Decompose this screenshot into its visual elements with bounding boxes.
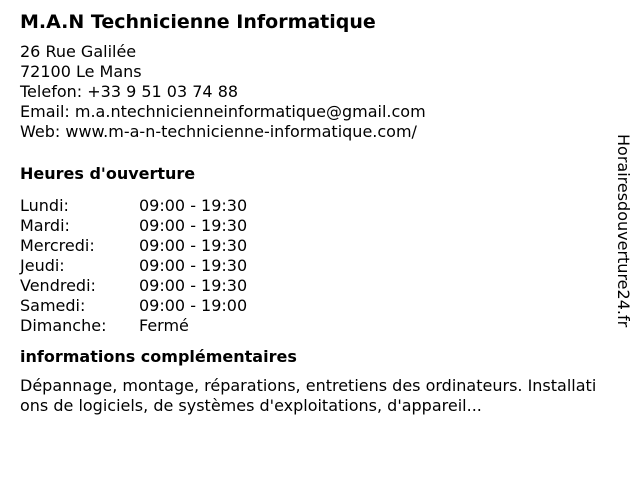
- hours-row-wednesday: [20, 236, 605, 256]
- email-line: [20, 102, 605, 122]
- business-name: M.A.N Technicienne Informatique: [20, 11, 376, 33]
- day-hours: Fermé: [139, 316, 189, 335]
- day-hours: 09:00 - 19:30: [139, 236, 248, 255]
- day-hours: 09:00 - 19:30: [139, 276, 248, 295]
- phone-number[interactable]: +33 9 51 03 74 88: [87, 82, 239, 101]
- site-watermark: Horairesdouverture24.fr: [614, 134, 633, 328]
- contact-block: [20, 42, 605, 142]
- hours-row-saturday: [20, 296, 605, 316]
- web-label: Web:: [20, 122, 61, 141]
- hours-row-tuesday: [20, 216, 605, 236]
- web-address[interactable]: www.m-a-n-technicienne-informatique.com/: [65, 122, 417, 141]
- hours-row-friday: [20, 276, 605, 296]
- day-label: Mercredi:: [20, 236, 95, 255]
- phone-label: Telefon:: [20, 82, 83, 101]
- web-line: [20, 122, 605, 142]
- day-hours: 09:00 - 19:30: [139, 256, 248, 275]
- opening-hours-heading: Heures d'ouverture: [20, 164, 196, 183]
- email-address[interactable]: m.a.ntechnicienneinformatique@gmail.com: [74, 102, 426, 121]
- hours-row-thursday: [20, 256, 605, 276]
- email-label: Email:: [20, 102, 70, 121]
- day-label: Lundi:: [20, 196, 69, 215]
- day-label: Dimanche:: [20, 316, 107, 335]
- day-label: Samedi:: [20, 296, 86, 315]
- phone-line: [20, 82, 605, 102]
- day-hours: 09:00 - 19:30: [139, 216, 248, 235]
- day-hours: 09:00 - 19:30: [139, 196, 248, 215]
- day-hours: 09:00 - 19:00: [139, 296, 248, 315]
- additional-info-heading: informations complémentaires: [20, 347, 297, 366]
- additional-info-text: Dépannage, montage, réparations, entretiens des ordinateurs. Installations de logiciels, de systèmes d'exploitations, d'appareil...: [20, 376, 597, 415]
- street-address: 26 Rue Galilée: [20, 42, 137, 61]
- hours-row-monday: [20, 196, 605, 216]
- day-label: Vendredi:: [20, 276, 96, 295]
- opening-hours-list: [20, 196, 605, 336]
- day-label: Jeudi:: [20, 256, 65, 275]
- city-address: 72100 Le Mans: [20, 62, 142, 81]
- day-label: Mardi:: [20, 216, 70, 235]
- hours-row-sunday: [20, 316, 605, 336]
- business-card: [20, 10, 605, 416]
